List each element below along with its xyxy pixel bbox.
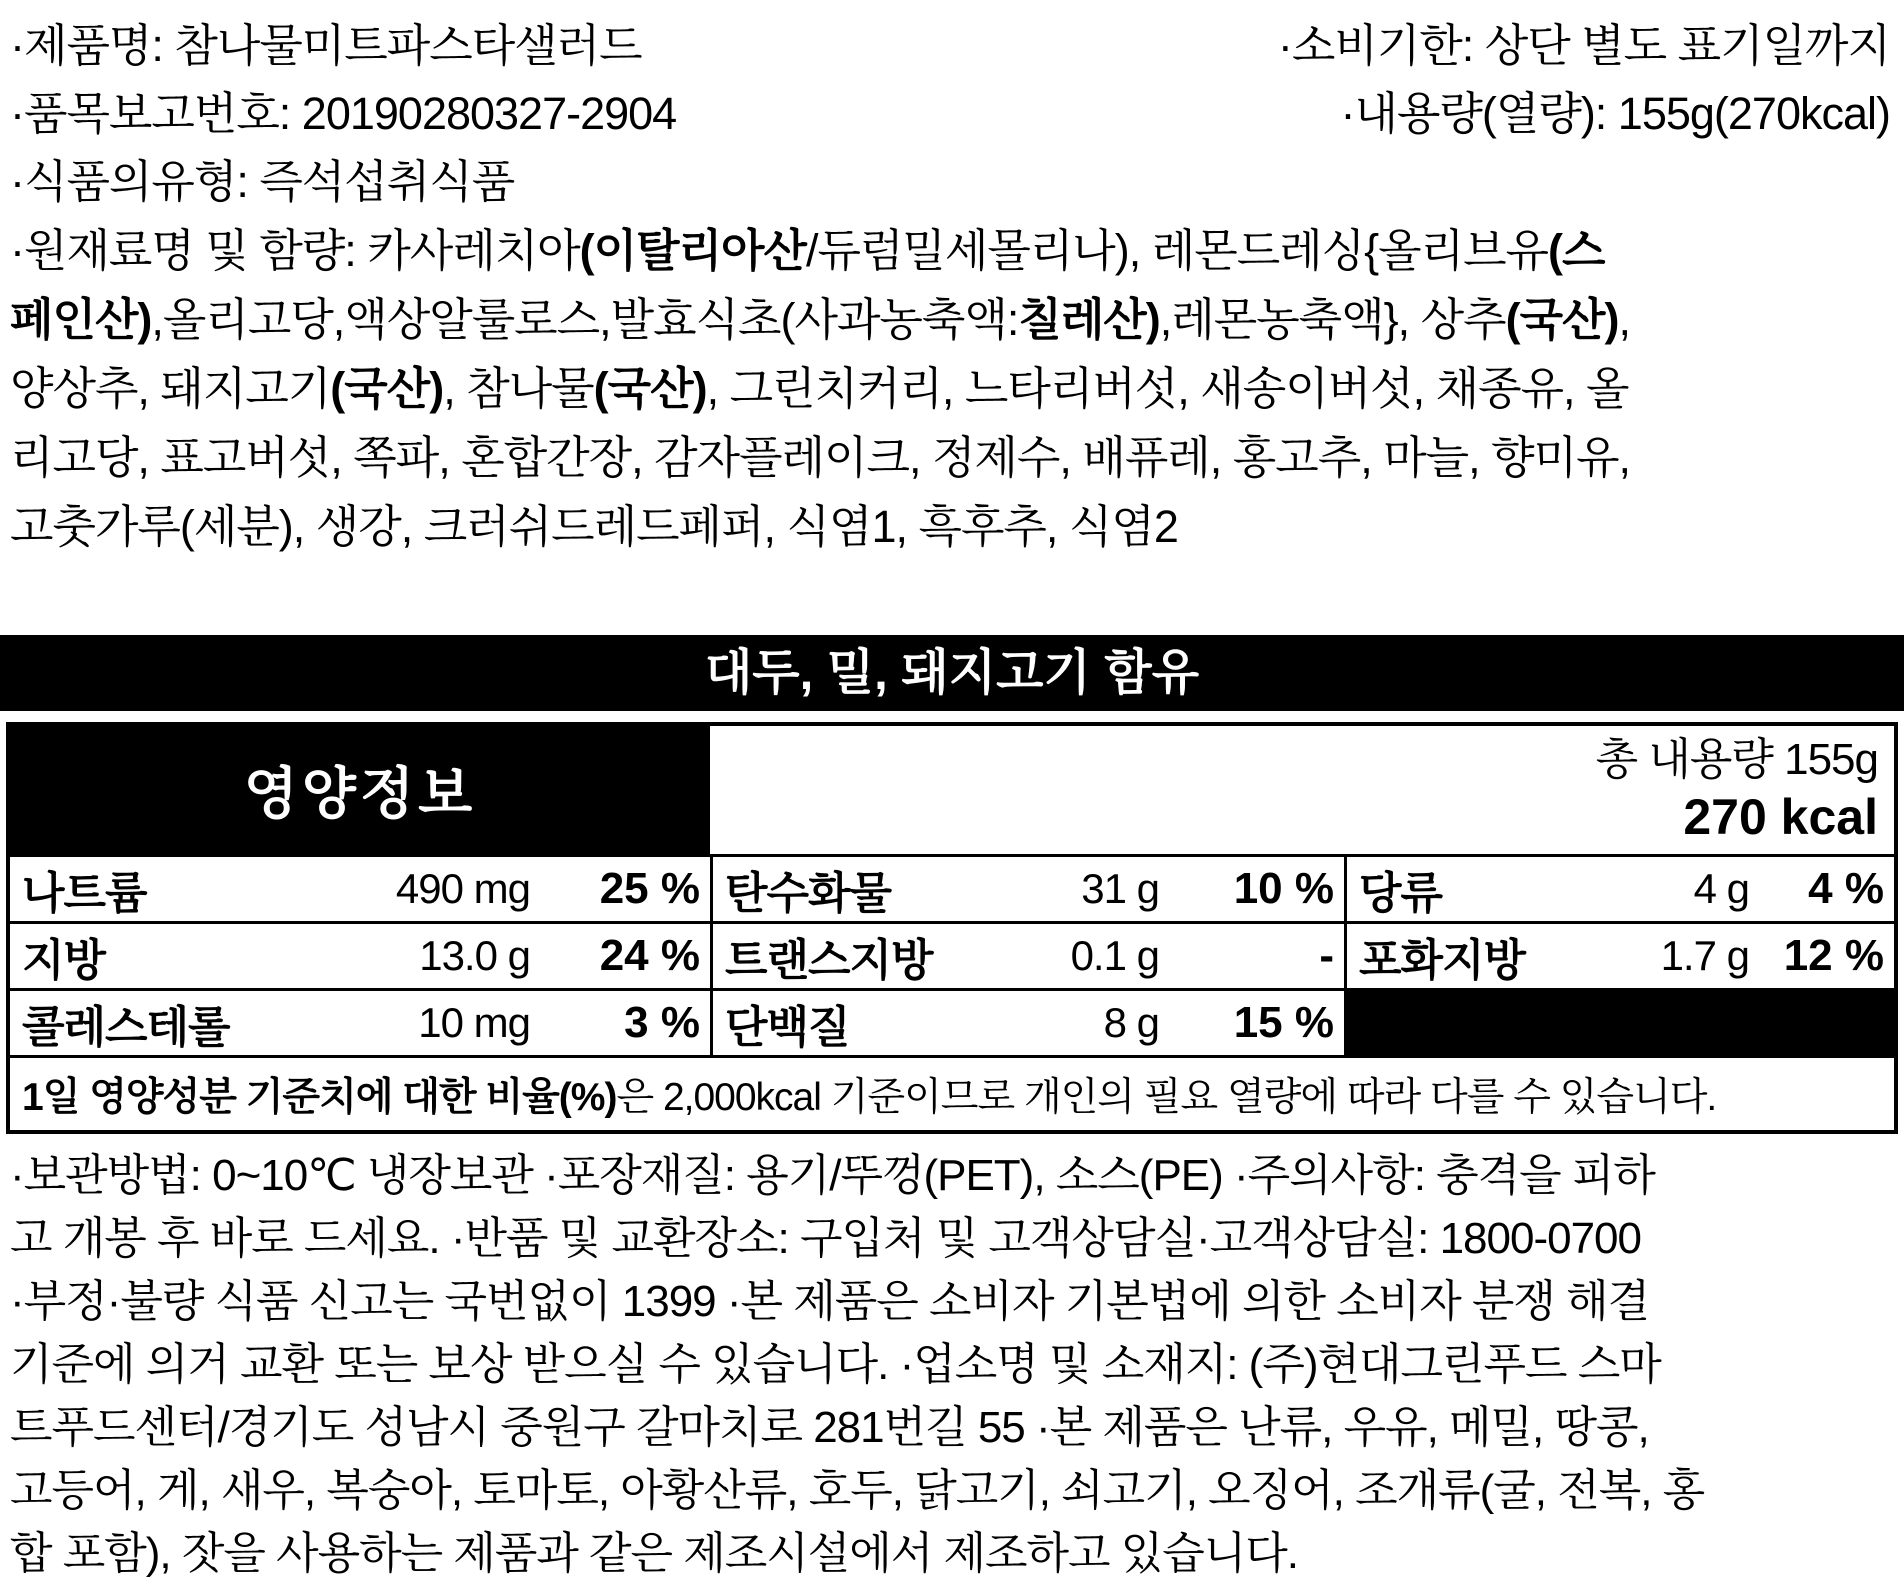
ingredients-text: ,올리고당,액상알룰로스,발효식초(사과농축액:	[151, 294, 1019, 345]
nutrient-amount: 8 g	[1103, 999, 1159, 1046]
nutrition-table	[6, 722, 1898, 1134]
notice-line: 고등어, 게, 새우, 복숭아, 토마토, 아황산류, 호두, 닭고기, 쇠고기, 오징어, 조개류(굴, 전복, 홍	[10, 1466, 1705, 1515]
origin-bold: (스	[1548, 225, 1605, 276]
nutrient-cell-saturatedfat	[1344, 924, 1894, 988]
notice-line: ·부정·불량 식품 신고는 국번없이 1399 ·본 제품은 소비자 기본법에 의한 소비자 분쟁 해결	[10, 1277, 1650, 1326]
origin-bold: 칠레산)	[1018, 294, 1160, 345]
ingredients-paragraph	[10, 216, 1890, 561]
ingredients-text: ·원재료명 및 함량: 카사레치아	[10, 225, 580, 276]
ingredients-text: ,레몬농축액}, 상추	[1159, 294, 1506, 345]
nutrient-amount: 10 mg	[418, 999, 530, 1046]
origin-bold: (국산)	[330, 363, 444, 414]
ingredients-text: , 참나물	[443, 363, 594, 414]
nutrient-cell-transfat	[710, 924, 1344, 988]
nutrient-cell-protein	[710, 991, 1344, 1055]
food-type-line	[10, 148, 1890, 216]
net-content: ·내용량(열량): 155g(270kcal)	[1340, 88, 1890, 139]
nutrient-amount: 13.0 g	[419, 932, 530, 979]
ingredients-text: ,	[1618, 294, 1631, 345]
origin-bold: 페인산)	[10, 294, 152, 345]
ingredients-line	[10, 492, 1890, 561]
nutrient-cell-sodium	[10, 857, 710, 921]
report-number: ·품목보고번호: 20190280327-2904	[10, 88, 677, 139]
nutrient-percent: 10 %	[1233, 864, 1334, 913]
nutrient-percent: 25 %	[599, 864, 700, 913]
origin-bold: (이탈리아산	[579, 225, 806, 276]
nutrient-name: 당류	[1359, 869, 1443, 918]
nutrient-name: 지방	[22, 936, 106, 985]
footnote-bold: 1일 영양성분 기준치에 대한 비율(%)	[22, 1076, 617, 1119]
nutrient-name: 나트륨	[22, 869, 147, 918]
origin-bold: (국산)	[593, 363, 707, 414]
ingredients-text: 리고당, 표고버섯, 쪽파, 혼합간장, 감자플레이크, 정제수, 배퓨레, 홍고추, 마늘, 향미유,	[10, 432, 1631, 483]
notice-line: 기준에 의거 교환 또는 보상 받으실 수 있습니다. ·업소명 및 소재지: (주)현대그린푸드 스마	[10, 1340, 1661, 1389]
nutrient-name: 포화지방	[1359, 936, 1526, 985]
product-info	[10, 12, 1890, 216]
nutrient-name: 트랜스지방	[725, 936, 933, 985]
nutrient-percent: 3 %	[624, 998, 700, 1047]
notice-line: ·보관방법: 0~10℃ 냉장보관 ·포장재질: 용기/뚜껑(PET), 소스(PE) ·주의사항: 충격을 피하	[10, 1151, 1655, 1200]
empty-filler-cell	[1344, 991, 1894, 1055]
nutrition-title: 영양정보	[10, 726, 710, 854]
nutrient-cell-fat	[10, 924, 710, 988]
nutrition-header-right	[710, 726, 1894, 854]
nutrient-cell-carbohydrate	[710, 857, 1344, 921]
nutrient-percent: -	[1319, 931, 1334, 980]
ingredients-text: 고춧가루(세분), 생강, 크러쉬드레드페퍼, 식염1, 흑후추, 식염2	[10, 501, 1178, 552]
nutrient-name: 콜레스테롤	[22, 1003, 230, 1052]
nutrient-name: 탄수화물	[725, 869, 892, 918]
nutrient-amount: 31 g	[1081, 865, 1159, 912]
allergen-banner	[0, 635, 1904, 711]
notice-line: 합 포함), 잣을 사용하는 제품과 같은 제조시설에서 제조하고 있습니다.	[10, 1529, 1299, 1578]
nutrient-cell-sugars	[1344, 857, 1894, 921]
ingredients-line	[10, 354, 1890, 423]
nutrient-amount: 1.7 g	[1660, 932, 1749, 979]
nutrition-header	[10, 726, 1894, 854]
ingredients-text: /듀럼밀세몰리나), 레몬드레싱{올리브유	[805, 225, 1549, 276]
nutrition-footnote	[10, 1055, 1894, 1130]
ingredients-line	[10, 285, 1890, 354]
food-type: ·식품의유형: 즉석섭취식품	[10, 156, 515, 207]
nutrient-percent: 4 %	[1808, 864, 1884, 913]
storage-notice-block	[10, 1144, 1890, 1585]
notice-line: 고 개봉 후 바로 드세요. ·반품 및 교환장소: 구입처 및 고객상담실·고객상담실: 1800-0700	[10, 1214, 1641, 1263]
footnote-text: 은 2,000kcal 기준이므로 개인의 필요 열량에 따라 다를 수 있습니다.	[616, 1076, 1717, 1119]
origin-bold: (국산)	[1505, 294, 1619, 345]
total-amount: 총 내용량 155g	[1595, 735, 1878, 784]
ingredients-line	[10, 216, 1890, 285]
product-name-line	[10, 12, 1890, 80]
allergen-banner-text: 대두, 밀, 돼지고기 함유	[704, 646, 1200, 700]
nutrient-amount: 0.1 g	[1070, 932, 1159, 979]
notice-line: 트푸드센터/경기도 성남시 중원구 갈마치로 281번길 55 ·본 제품은 난류, 우유, 메밀, 땅콩,	[10, 1403, 1649, 1452]
nutrient-row	[10, 854, 1894, 921]
product-name: ·제품명: 참나물미트파스타샐러드	[10, 20, 642, 71]
nutrient-row	[10, 921, 1894, 988]
nutrient-amount: 490 mg	[395, 865, 530, 912]
ingredients-text: 양상추, 돼지고기	[10, 363, 331, 414]
ingredients-text: , 그린치커리, 느타리버섯, 새송이버섯, 채종유, 올	[706, 363, 1629, 414]
nutrient-cell-cholesterol	[10, 991, 710, 1055]
nutrient-percent: 24 %	[599, 931, 700, 980]
nutrient-percent: 12 %	[1783, 931, 1884, 980]
report-number-line	[10, 80, 1890, 148]
nutrient-name: 단백질	[725, 1003, 850, 1052]
nutrient-percent: 15 %	[1233, 998, 1334, 1047]
nutrient-amount: 4 g	[1693, 865, 1749, 912]
ingredients-line	[10, 423, 1890, 492]
total-calories: 270 kcal	[1683, 789, 1878, 845]
nutrient-row	[10, 988, 1894, 1055]
use-by-date: ·소비기한: 상단 별도 표기일까지	[1277, 20, 1890, 71]
